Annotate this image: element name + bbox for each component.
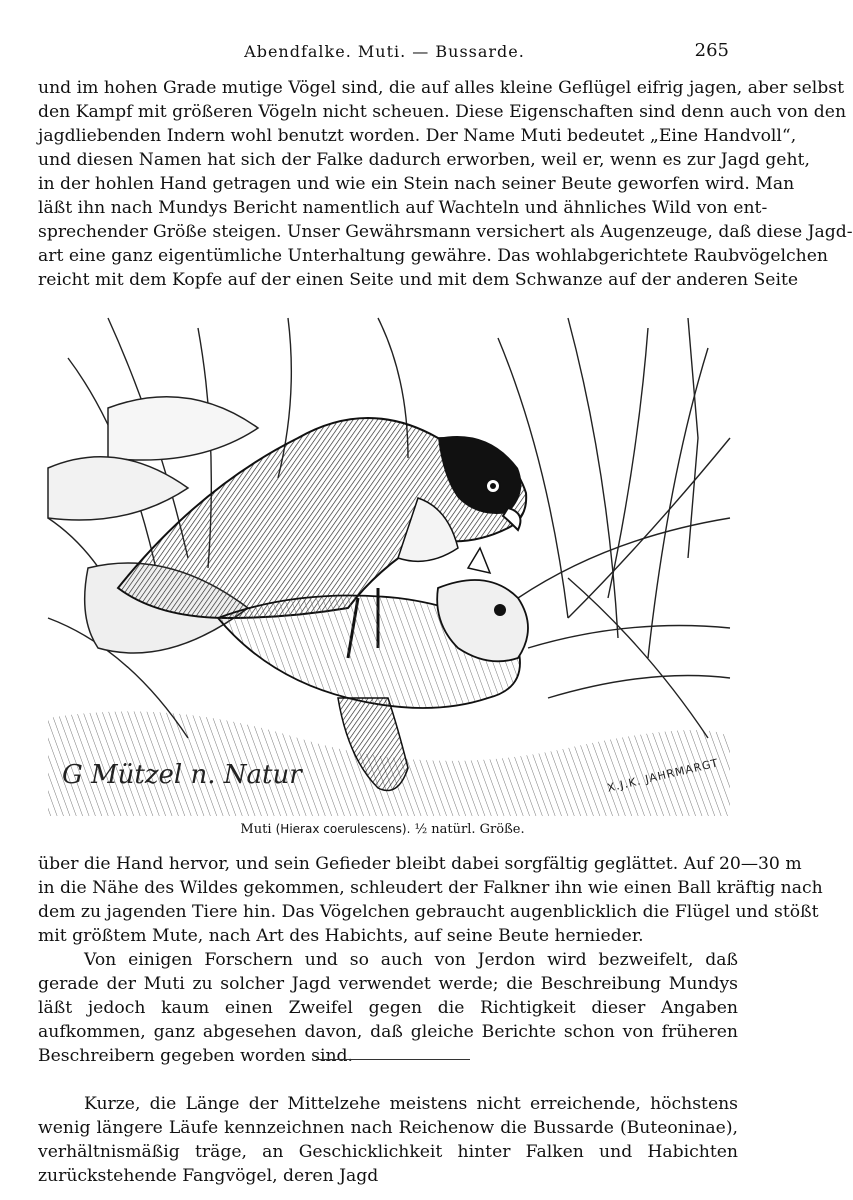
- text-line: jagdliebenden Indern wohl benutzt worden. Der Name Muti bedeutet „Eine Handvoll“,: [38, 126, 797, 146]
- text-line: sprechender Größe steigen. Unser Gewährsmann versichert als Augenzeuge, daß diese Jagd-: [38, 222, 853, 242]
- leaf-shape: [108, 397, 258, 460]
- leaf-shape: [48, 457, 188, 520]
- prey-eye: [494, 604, 506, 616]
- text-line: in der hohlen Hand getragen und wie ein Stein nach seiner Beute geworfen wird. Man: [38, 174, 795, 194]
- paragraph-text: Kurze, die Länge der Mittelzehe meistens nicht erreichende, höchstens wenig längere Läufe kennzeichnen nach Reichenow die Bussarde (Buteoninae), verhältnismäßig träge, an Geschicklichkeit hinter Falken und Habichten zurückstehende Fangvögel, deren Jagd: [38, 1094, 738, 1186]
- prey-beak: [468, 548, 490, 573]
- section-divider: [316, 1059, 470, 1060]
- figure-caption: [0, 822, 765, 837]
- caption-name: Muti: [240, 822, 272, 837]
- engraving-illustration: [48, 318, 730, 816]
- paragraph-text: Von einigen Forschern und so auch von Jerdon wird bezweifelt, daß gerade der Muti zu solcher Jagd verwendet werde; die Beschreibung Mundys läßt jedoch kaum einen Zweifel gegen die Richtigkeit dieser Angaben aufkommen, ganz abgesehen davon, daß gleiche Berichte schon von früheren Beschreibern gegeben worden sind.: [38, 950, 738, 1066]
- paragraph-middle: [38, 852, 823, 948]
- falcon-pupil: [490, 483, 496, 489]
- text-line: mit größtem Mute, nach Art des Habichts, auf seine Beute hernieder.: [38, 926, 644, 946]
- text-line: und diesen Namen hat sich der Falke dadurch erworben, weil er, wenn es zur Jagd geht,: [38, 150, 810, 170]
- artist-signature: G Mützel n. Natur: [62, 760, 302, 790]
- page-header: [40, 38, 729, 68]
- caption-scale: ½ natürl. Größe.: [414, 822, 525, 837]
- text-line: reicht mit dem Kopfe auf der einen Seite und mit dem Schwanze auf der anderen Seite: [38, 270, 799, 290]
- text-line: art eine ganz eigentümliche Unterhaltung gewähre. Das wohlabgerichtete Raubvögelchen: [38, 246, 828, 266]
- falcon-engraving: [48, 318, 730, 816]
- engraver-signature: X.J.K. JAHRMARGT: [606, 756, 721, 795]
- paragraph-top: [38, 76, 853, 292]
- text-line: über die Hand hervor, und sein Gefieder bleibt dabei sorgfältig geglättet. Auf 20—30 m: [38, 854, 802, 874]
- text-line: den Kampf mit größeren Vögeln nicht scheuen. Diese Eigenschaften sind denn auch von den: [38, 102, 847, 122]
- caption-scientific-name: (Hierax coerulescens).: [275, 822, 411, 836]
- text-line: und im hohen Grade mutige Vögel sind, die auf alles kleine Geflügel eifrig jagen, aber selbst: [38, 78, 845, 98]
- text-line: läßt ihn nach Mundys Bericht namentlich auf Wachteln und ähnliches Wild von ent-: [38, 198, 768, 218]
- running-head: Abendfalke. Muti. — Bussarde.: [244, 42, 525, 61]
- text-line: dem zu jagenden Tiere hin. Das Vögelchen gebraucht augenblicklich die Flügel und stößt: [38, 902, 819, 922]
- paragraph-bottom: [38, 1092, 738, 1188]
- text-line: in die Nähe des Wildes gekommen, schleudert der Falkner ihn wie einen Ball kräftig nach: [38, 878, 823, 898]
- page-number: 265: [694, 40, 729, 61]
- paragraph-second: [38, 948, 738, 1068]
